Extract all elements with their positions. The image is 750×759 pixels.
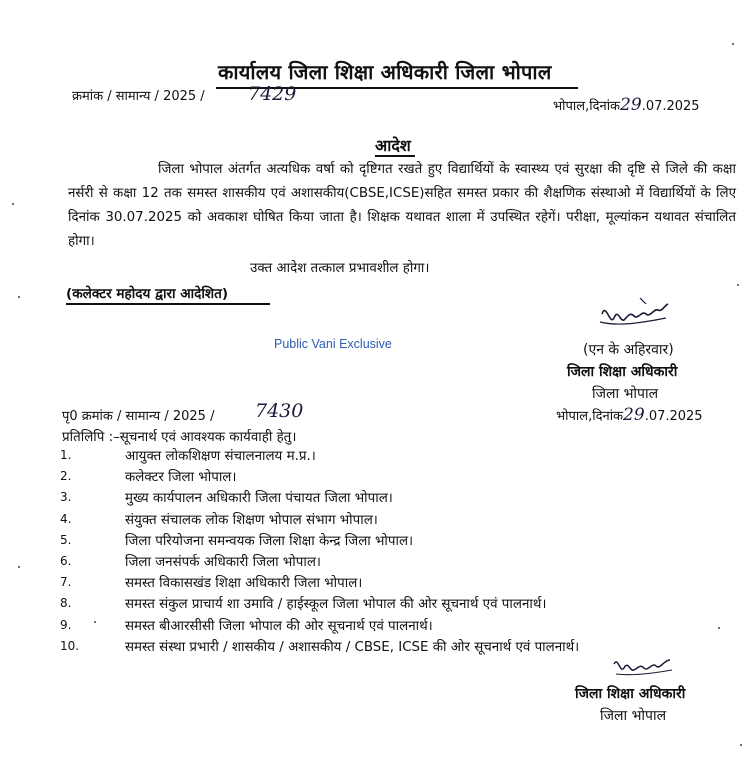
list-item-text: समस्त संस्था प्रभारी / शासकीय / अशासकीय / CBSE, ICSE की ओर सूचनार्थ एवं पालनार्थ। [125,639,580,655]
collector-note: (कलेक्टर महोदय द्वारा आदेशित) [66,286,229,302]
scan-speck [732,43,734,45]
reference-number-handwritten: 7429 [248,83,297,105]
list-item [60,573,720,594]
list-item-number: 9. [60,617,72,632]
endorsement-date-prefix: भोपाल,दिनांक [556,409,624,424]
list-item-number: 3. [60,490,72,505]
list-item [60,594,720,615]
office-title: कार्यालय जिला शिक्षा अधिकारी जिला भोपाल [218,60,552,84]
scan-speck [12,203,14,205]
list-item-text: समस्त बीआरसीसी जिला भोपाल की ओर सूचनार्थ एवं पालनार्थ। [125,618,433,634]
list-item-text: संयुक्त संचालक लोक शिक्षण भोपाल संभाग भोपाल। [125,512,378,528]
copy-to-line: प्रतिलिपि :–सूचनार्थ एवं आवश्यक कार्यवाही हेतु। [62,430,297,445]
endorsement-date [556,405,703,425]
order-paragraph: जिला भोपाल अंतर्गत अत्यधिक वर्षा को दृष्टिगत रखते हुए विद्यार्थियों के स्वास्थ्य एवं सुरक्षा की दृष्टि से जिले की कक्षा नर्सरी से कक्षा 12 तक समस्त शासकीय एवं अशासकीय(CBSE,ICSE)सहित समस्त प्रकार की शैक्षणिक संस्थाओ में विद्यार्थियों के लिए दिनांक 30.07.2025 को अवकाश घोषित किया जाता है। शिक्षक यथावत शाला में उपस्थित रहेगें। परीक्षा, मूल्यांकन यथावत संचालित होगा। [68,162,736,249]
signature-mark-2 [610,650,680,686]
order-title: आदेश [375,136,411,155]
scan-speck [18,566,20,568]
list-item-text: समस्त संकुल प्राचार्य शा उमावि / हाईस्कूल जिला भोपाल की ओर सूचनार्थ एवं पालनार्थ। [125,597,547,613]
list-item-text: कलेक्टर जिला भोपाल। [125,470,237,486]
signatory-2-title: जिला शिक्षा अधिकारी [575,686,686,702]
list-item [60,488,720,509]
watermark-text: Public Vani Exclusive [274,337,392,351]
list-item [60,552,720,573]
list-item-text: समस्त विकासखंड शिक्षा अधिकारी जिला भोपाल। [125,576,363,592]
reference-prefix: क्रमांक / सामान्य / 2025 / [72,89,205,104]
scan-speck [718,627,720,629]
list-item-number: 6. [60,553,72,568]
scan-speck [18,296,20,298]
scan-speck [740,744,742,746]
place-date-prefix: भोपाल,दिनांक [553,99,621,114]
endorsement-date-suffix: .07.2025 [644,409,703,424]
scan-speck [737,284,739,286]
list-item-text: आयुक्त लोकशिक्षण संचालनालय म.प्र.। [125,449,316,464]
order-effect-line: उक्त आदेश तत्काल प्रभावशील होगा। [250,261,430,276]
endorsement-reference-prefix: पृ0 क्रमांक / सामान्य / 2025 / [62,409,215,424]
list-item-text: मुख्य कार्यपालन अधिकारी जिला पंचायत जिला भोपाल। [125,491,393,507]
list-item-number: 5. [60,532,72,547]
date-suffix: .07.2025 [641,99,700,114]
list-item-text: जिला परियोजना समन्वयक जिला शिक्षा केन्द्र जिला भोपाल। [125,533,414,549]
signature-mark [596,292,676,342]
list-item-number: 1. [60,448,72,462]
reference-line [72,86,205,104]
list-item-number: 7. [60,575,72,590]
endorsement-reference-number-handwritten: 7430 [255,400,304,422]
signatory-name: (एन के अहिरवार) [583,342,674,358]
scan-speck [94,621,96,623]
list-item [60,446,720,467]
endorsement-date-day-handwritten: 29 [623,405,645,425]
list-item [60,510,720,531]
collector-note-underline [66,303,270,305]
signatory-title: जिला शिक्षा अधिकारी [567,364,678,380]
order-title-underline [375,155,415,157]
signatory-place: जिला भोपाल [592,386,659,402]
list-item [60,531,720,552]
list-item-number: 2. [60,469,72,484]
list-item-number: 8. [60,596,72,611]
copy-recipient-list [60,446,720,658]
list-item-number: 4. [60,511,72,526]
date-day-handwritten: 29 [620,95,642,115]
signatory-2-place: जिला भोपाल [600,708,667,724]
list-item [60,616,720,637]
place-date [553,95,700,115]
list-item-text: जिला जनसंपर्क अधिकारी जिला भोपाल। [125,554,321,570]
list-item-number: 10. [60,638,80,653]
list-item [60,467,720,488]
